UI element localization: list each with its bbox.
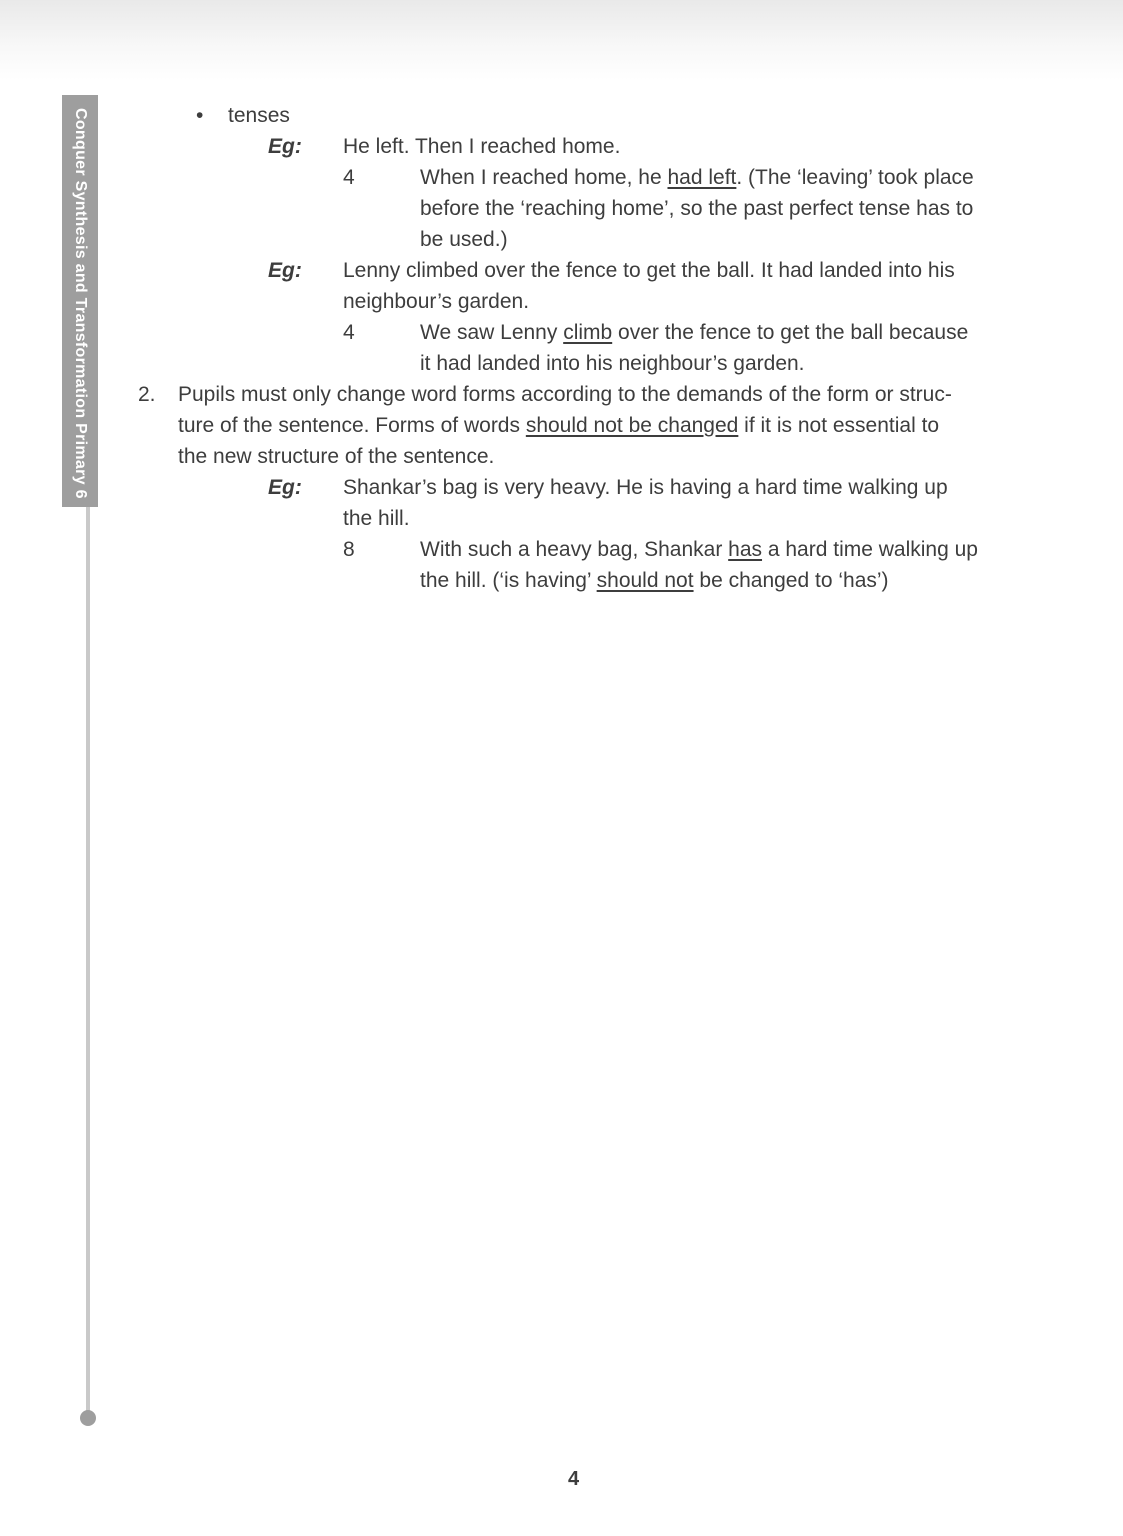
example-2 <box>268 255 1078 317</box>
numbered-item-2-text: Pupils must only change word forms according to the demands of the form or struc- ture of the sentence. Forms of words should not be changed if it is not essential to the new structure of the sentence. <box>178 383 952 468</box>
answer-2-text: We saw Lenny climb over the fence to get the ball because it had landed into his neighbour’s garden. <box>420 321 969 375</box>
numbered-item-2 <box>138 379 1078 472</box>
answer-1-text: When I reached home, he had left. (The ‘leaving’ took place before the ‘reaching home’, so the past perfect tense has to be used.) <box>420 166 974 251</box>
bullet-item-tenses <box>196 100 1078 131</box>
page-number: 4 <box>568 1468 580 1490</box>
answer-2 <box>343 317 1078 379</box>
example-3 <box>268 472 1078 534</box>
sidebar-tab <box>62 95 98 507</box>
sidebar-title: Conquer Synthesis and Transformation Primary 6 <box>72 108 89 499</box>
example-1-label: Eg: <box>268 135 302 158</box>
bullet-icon: • <box>196 104 204 127</box>
answer-1 <box>343 162 1078 255</box>
numbered-item-2-number: 2. <box>138 383 156 406</box>
bullet-label: tenses <box>228 104 290 127</box>
sidebar-dot <box>80 1410 96 1426</box>
example-3-text: Shankar’s bag is very heavy. He is having a hard time walking up the hill. <box>343 476 948 530</box>
answer-2-mark: 4 <box>343 321 355 344</box>
answer-3 <box>343 534 1078 596</box>
page-content <box>138 100 1078 596</box>
sidebar-rule-line <box>86 507 90 1412</box>
answer-1-mark: 4 <box>343 166 355 189</box>
example-2-label: Eg: <box>268 259 302 282</box>
example-1-text: He left. Then I reached home. <box>343 135 621 158</box>
answer-3-text: With such a heavy bag, Shankar has a hard time walking up the hill. (‘is having’ should not be changed to ‘has’) <box>420 538 978 592</box>
example-3-label: Eg: <box>268 476 302 499</box>
example-2-text: Lenny climbed over the fence to get the ball. It had landed into his neighbour’s garden. <box>343 259 955 313</box>
answer-3-mark: 8 <box>343 538 355 561</box>
scan-shading <box>0 0 1123 80</box>
example-1 <box>268 131 1078 162</box>
